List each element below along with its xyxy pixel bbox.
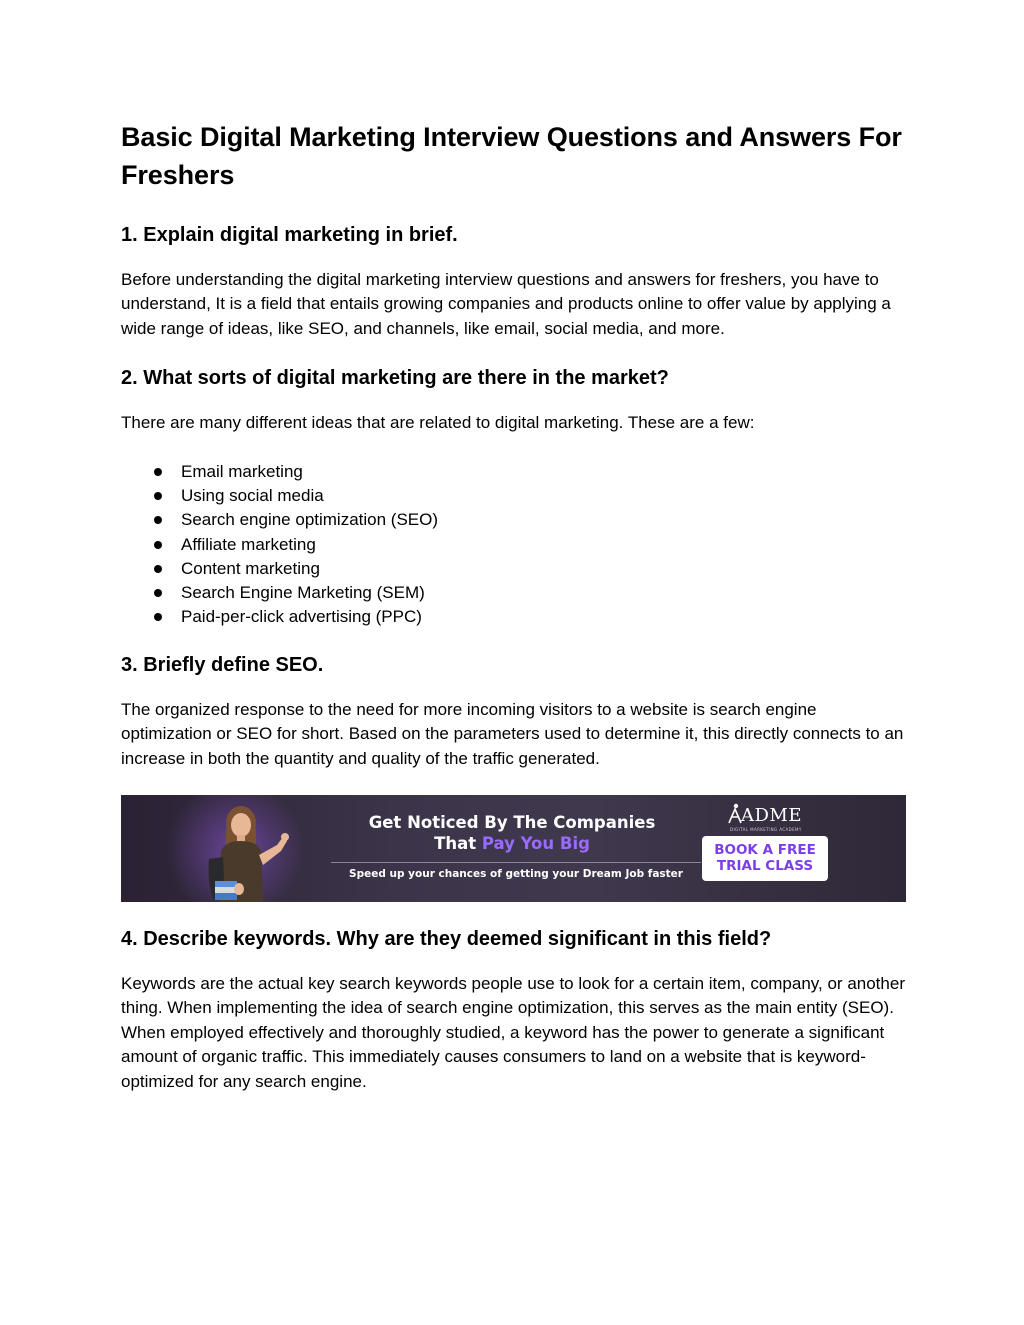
document-title: Basic Digital Marketing Interview Questions and Answers For Freshers xyxy=(121,122,902,190)
list-item: Affiliate marketing xyxy=(154,533,906,557)
list-item: Search Engine Marketing (SEM) xyxy=(154,581,906,605)
section-4-heading: 4. Describe keywords. Why are they deemed significant in this field? xyxy=(121,927,772,950)
adme-logo: ADME DIGITAL MARKETING ACADEMY xyxy=(730,804,803,832)
bullet-icon xyxy=(154,541,162,549)
section-3-paragraph: The organized response to the need for more incoming visitors to a website is search engine optimization or SEO for short. Based on the parameters used to determine it, this directly connects to an increase in both the quantity and quality of the traffic generated. xyxy=(121,699,904,768)
digital-marketing-types-list xyxy=(121,460,906,630)
banner-headline: Get Noticed By The Companies That Pay You Big xyxy=(368,812,656,853)
section-4-paragraph: Keywords are the actual key search keywords people use to look for a certain item, company, or another thing. When implementing the idea of search engine optimization, this serves as the main entity (SEO). When employed effectively and thoroughly studied, a keyword has the power to generate a significant amount of organic traffic. This immediately causes consumers to land on a website that is keyword-optimized for any search engine. xyxy=(121,973,905,1091)
list-item: Search engine optimization (SEO) xyxy=(154,508,906,532)
bullet-icon xyxy=(154,516,162,524)
bullet-icon xyxy=(154,492,162,500)
bullet-icon xyxy=(154,468,162,476)
list-item: Using social media xyxy=(154,484,906,508)
bullet-icon xyxy=(154,613,162,621)
promo-banner[interactable] xyxy=(121,795,906,902)
section-2-heading: 2. What sorts of digital marketing are there in the market? xyxy=(121,367,669,390)
section-1-heading: 1. Explain digital marketing in brief. xyxy=(121,224,458,246)
banner-divider xyxy=(331,862,701,863)
section-3-heading: 3. Briefly define SEO. xyxy=(121,653,324,676)
student-illustration-icon xyxy=(189,801,309,902)
adme-logo-icon xyxy=(728,803,742,825)
banner-tagline: Speed up your chances of getting your Dream Job faster xyxy=(349,867,683,880)
bullet-icon xyxy=(154,565,162,573)
list-item: Content marketing xyxy=(154,557,906,581)
book-free-trial-button[interactable]: BOOK A FREE TRIAL CLASS xyxy=(702,836,828,881)
list-item: Email marketing xyxy=(154,460,906,484)
document-page xyxy=(121,118,906,1118)
list-item: Paid-per-click advertising (PPC) xyxy=(154,605,906,629)
section-1-paragraph: Before understanding the digital marketing interview questions and answers for freshers, you have to understand, It is a field that entails growing companies and products online to offer value by applying a wide range of ideas, like SEO, and channels, like email, social media, and more. xyxy=(121,270,891,338)
banner-headline-accent: Pay You Big xyxy=(481,833,590,853)
section-2-paragraph: There are many different ideas that are related to digital marketing. These are a few: xyxy=(121,413,755,433)
bullet-icon xyxy=(154,589,162,597)
